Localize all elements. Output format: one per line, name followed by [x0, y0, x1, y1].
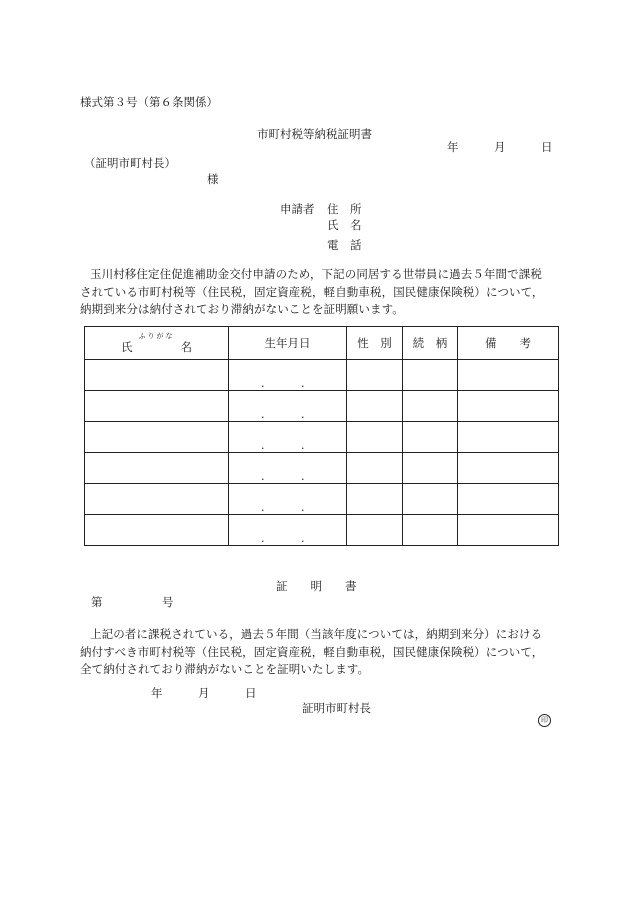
- cell-relation[interactable]: [403, 360, 458, 391]
- date-day: 日: [541, 140, 553, 154]
- table-row: [85, 484, 559, 515]
- document-title: 市町村税等納税証明書: [257, 127, 372, 141]
- cert-date-day: 日: [245, 686, 257, 700]
- household-table: [84, 326, 559, 546]
- applicant-address-label: 住 所: [327, 202, 362, 216]
- cell-dob[interactable]: . .: [229, 360, 347, 391]
- certificate-line-2: 納付すべき市町村税等（住民税，固定資産税，軽自動車税，国民健康保険税）について，: [80, 644, 544, 659]
- date-month: 月: [494, 140, 506, 154]
- cell-sex[interactable]: [347, 453, 403, 484]
- cell-remarks[interactable]: [458, 515, 559, 546]
- cell-relation[interactable]: [403, 484, 458, 515]
- issuer: 証明市町村長: [302, 701, 371, 715]
- cert-date-month: 月: [198, 686, 210, 700]
- cell-relation[interactable]: [403, 515, 458, 546]
- cell-dob[interactable]: . .: [229, 515, 347, 546]
- cell-name[interactable]: [85, 515, 229, 546]
- form-label: 様式第３号（第６条関係）: [80, 95, 218, 109]
- seal-icon: 印: [538, 714, 551, 727]
- cell-relation[interactable]: [403, 422, 458, 453]
- header-dob: 生年月日: [229, 327, 347, 360]
- cell-name[interactable]: [85, 453, 229, 484]
- request-line-3: 納期到来分は納付されており滞納がないことを証明願います。: [80, 302, 404, 316]
- applicant-name-label: 氏 名: [327, 218, 362, 232]
- certificate-no-prefix: 第: [91, 595, 103, 609]
- header-name-a: 氏: [121, 340, 133, 354]
- certificate-line-3: 全て納付されており滞納がないことを証明いたします。: [80, 662, 370, 676]
- table-row: [85, 422, 559, 453]
- certificate-no-suffix: 号: [162, 595, 174, 609]
- addressee: （証明市町村長）: [84, 156, 176, 170]
- cell-remarks[interactable]: [458, 360, 559, 391]
- cert-date-year: 年: [151, 686, 163, 700]
- table-row: [85, 453, 559, 484]
- cell-name[interactable]: [85, 391, 229, 422]
- header-furigana: ふりがな: [138, 332, 175, 340]
- cell-dob[interactable]: . .: [229, 422, 347, 453]
- header-remarks: 備 考: [458, 327, 559, 360]
- request-line-2: されている市町村税等（住民税，固定資産税，軽自動車税，国民健康保険税）について，: [80, 284, 544, 299]
- cell-remarks[interactable]: [458, 453, 559, 484]
- certificate-title: 証 明 書: [276, 579, 357, 593]
- header-name: [85, 327, 229, 360]
- cell-dob[interactable]: . .: [229, 484, 347, 515]
- cell-remarks[interactable]: [458, 422, 559, 453]
- cell-name[interactable]: [85, 360, 229, 391]
- cell-name[interactable]: [85, 484, 229, 515]
- table-header-row: [85, 327, 559, 360]
- cell-sex[interactable]: [347, 422, 403, 453]
- header-name-b: 名: [180, 340, 192, 354]
- honorific: 様: [207, 172, 219, 186]
- cell-dob[interactable]: . .: [229, 453, 347, 484]
- header-relation: 続 柄: [403, 327, 458, 360]
- table-row: [85, 391, 559, 422]
- header-sex: 性 別: [347, 327, 403, 360]
- certificate-line-1: 上記の者に課税されている，過去５年間（当該年度については，納期到来分）における: [90, 627, 543, 641]
- cell-sex[interactable]: [347, 515, 403, 546]
- certificate-paragraph: [80, 626, 560, 679]
- table-row: [85, 360, 559, 391]
- applicant-phone-label: 電 話: [327, 238, 362, 252]
- request-paragraph: [80, 266, 560, 319]
- applicant-label: 申請者: [280, 202, 315, 216]
- cell-relation[interactable]: [403, 391, 458, 422]
- table-row: [85, 515, 559, 546]
- cell-name[interactable]: [85, 422, 229, 453]
- cell-relation[interactable]: [403, 453, 458, 484]
- cell-sex[interactable]: [347, 484, 403, 515]
- date-year: 年: [447, 140, 459, 154]
- cell-remarks[interactable]: [458, 484, 559, 515]
- cell-sex[interactable]: [347, 391, 403, 422]
- request-line-1: 玉川村移住定住促進補助金交付申請のため，下記の同居する世帯員に過去５年間で課税: [90, 267, 542, 281]
- cell-dob[interactable]: . .: [229, 391, 347, 422]
- cell-remarks[interactable]: [458, 391, 559, 422]
- cell-sex[interactable]: [347, 360, 403, 391]
